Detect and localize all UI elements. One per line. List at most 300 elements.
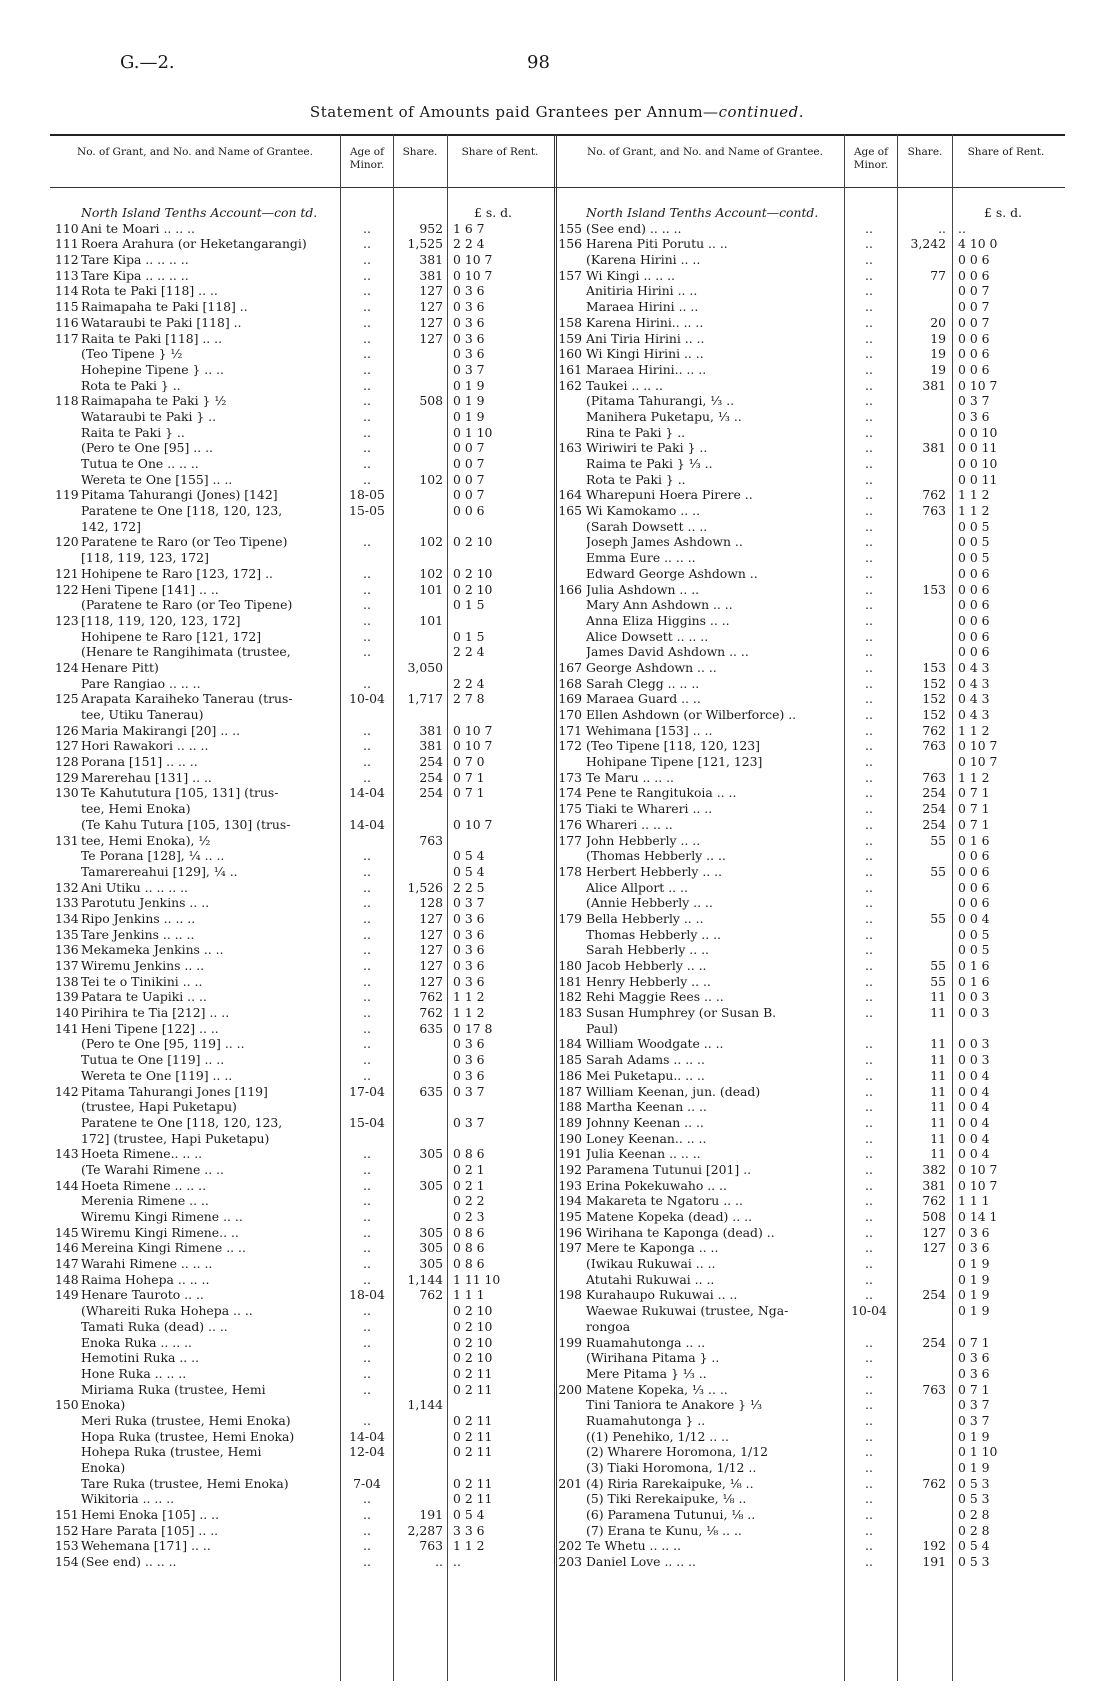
table-row — [558, 582, 1068, 598]
grantee-name: (Sarah Dowsett .. .. — [586, 518, 708, 534]
grantee-name: Wiremu Kingi Rimene.. .. — [81, 1224, 239, 1240]
grantee-name: Ani Tiria Hirini .. .. — [586, 330, 705, 346]
grantee-name: Warahi Rimene .. .. .. — [81, 1256, 213, 1272]
rent-value: 0 0 6 — [958, 330, 990, 346]
grant-number: 201 — [558, 1475, 582, 1491]
title-continued: continued. — [718, 103, 805, 121]
minor-age: .. — [865, 754, 873, 770]
rent-value: 0 7 1 — [453, 769, 485, 785]
grant-number: 129 — [55, 769, 79, 785]
rent-value: £ s. d. — [474, 205, 512, 220]
rent-value: 0 0 7 — [453, 487, 485, 503]
grantee-name: (4) Riria Rarekaipuke, ⅛ .. — [586, 1475, 754, 1491]
table-row — [55, 1193, 550, 1209]
grant-number: 112 — [55, 252, 79, 268]
grantee-name: Raimapaha te Paki [118] .. — [81, 299, 248, 315]
minor-age: .. — [865, 1256, 873, 1272]
minor-age: .. — [363, 1193, 371, 1209]
minor-age: .. — [363, 1209, 371, 1224]
minor-age: .. — [865, 1193, 873, 1209]
table-row — [55, 723, 550, 739]
minor-age: .. — [363, 1240, 371, 1256]
grant-number: 128 — [55, 754, 79, 770]
minor-age: 15-04 — [349, 1114, 385, 1130]
rent-value: 0 3 6 — [958, 1224, 990, 1240]
rent-value: 0 3 6 — [453, 283, 485, 299]
minor-age: .. — [865, 440, 873, 456]
rent-value: 0 0 4 — [958, 1146, 990, 1162]
grantee-name: Raita te Paki } .. — [81, 424, 185, 440]
rent-value: 0 2 11 — [453, 1491, 493, 1507]
table-row — [558, 1131, 1068, 1147]
rent-value: 0 2 10 — [453, 581, 493, 597]
share-value: 55 — [930, 910, 946, 926]
table-row — [558, 1162, 1068, 1178]
table-row — [55, 362, 550, 378]
rent-value: 0 0 10 — [958, 424, 998, 440]
table-row — [55, 283, 550, 299]
rent-value: 0 10 7 — [453, 738, 493, 754]
minor-age: .. — [865, 1381, 873, 1397]
minor-age: .. — [363, 738, 371, 754]
minor-age: .. — [865, 518, 873, 534]
share-value: 3,050 — [407, 659, 443, 675]
minor-age: .. — [363, 989, 371, 1005]
share-value: 127 — [419, 973, 443, 989]
grant-number: 148 — [55, 1271, 79, 1287]
share-value: 254 — [922, 816, 946, 832]
table-row — [558, 770, 1068, 786]
grantee-name: Hohipene te Raro [121, 172] — [81, 628, 262, 644]
grantee-name: Wataraubi te Paki [118] .. — [81, 314, 242, 330]
minor-age: .. — [363, 220, 371, 236]
grantee-name: Arapata Karaiheko Tanerau (trus- — [81, 691, 293, 707]
grant-number: 145 — [55, 1224, 79, 1240]
grantee-name: Marerehau [131] .. .. — [81, 769, 212, 785]
rent-value: 0 3 6 — [453, 1036, 485, 1052]
grant-number: 167 — [558, 659, 582, 675]
table-row — [558, 1036, 1068, 1052]
minor-age: .. — [363, 769, 371, 785]
rent-value: 0 3 6 — [453, 942, 485, 958]
rent-value: 0 5 3 — [958, 1491, 990, 1507]
grant-number: 138 — [55, 973, 79, 989]
grant-number: 173 — [558, 769, 582, 785]
minor-age: .. — [363, 958, 371, 973]
rent-value: 0 7 1 — [453, 785, 485, 801]
table-row — [558, 519, 1068, 535]
table-row — [55, 1303, 550, 1319]
share-value: 192 — [922, 1538, 946, 1554]
grantee-name: Manihera Puketapu, ⅓ .. — [586, 408, 742, 424]
table-row — [558, 299, 1068, 315]
rent-value: 0 1 9 — [453, 377, 485, 393]
grantee-name: Makareta te Ngatoru .. .. — [586, 1193, 743, 1209]
minor-age: .. — [865, 1130, 873, 1146]
rent-value: 0 3 6 — [958, 1350, 990, 1366]
table-row — [55, 707, 550, 723]
minor-age: .. — [865, 361, 873, 377]
rent-value: 0 0 5 — [958, 550, 990, 566]
share-value: 55 — [930, 832, 946, 848]
minor-age: .. — [865, 926, 873, 942]
table-row — [55, 817, 550, 833]
rent-value: 0 2 10 — [453, 1334, 493, 1350]
minor-age: .. — [363, 1146, 371, 1162]
grant-number: 181 — [558, 973, 582, 989]
table-row — [558, 221, 1068, 237]
share-value: 381 — [419, 267, 443, 283]
rent-value: 0 3 7 — [453, 361, 485, 377]
minor-age: .. — [865, 1428, 873, 1444]
page-number: 98 — [527, 52, 550, 73]
grantee-name: Loney Keenan.. .. .. — [586, 1130, 707, 1146]
share-value: 191 — [922, 1554, 946, 1570]
table-row — [55, 1036, 550, 1052]
rent-value: 0 10 7 — [958, 1161, 998, 1177]
grant-number: 160 — [558, 346, 582, 362]
share-value: 762 — [419, 1287, 443, 1303]
grantee-name: (See end) .. .. .. — [81, 1554, 177, 1570]
grantee-name: Matene Kopeka (dead) .. .. — [586, 1209, 753, 1224]
grant-number: 202 — [558, 1538, 582, 1554]
minor-age: .. — [363, 754, 371, 770]
rent-value: 0 0 7 — [958, 283, 990, 299]
grantee-name: Raima Hohepa .. .. .. — [81, 1271, 210, 1287]
minor-age: .. — [363, 267, 371, 283]
grantee-name: John Hebberly .. .. — [586, 832, 701, 848]
rent-value: 0 2 8 — [958, 1507, 990, 1523]
table-row — [558, 1554, 1068, 1570]
table-row — [558, 1225, 1068, 1241]
grantee-name: Tamarereahui [129], ¼ .. — [81, 863, 238, 879]
rent-value: 0 7 1 — [958, 1334, 990, 1350]
grantee-name: Emma Eure .. .. .. — [586, 550, 696, 566]
grantee-name: Wehemana [171] .. .. — [81, 1538, 211, 1554]
grantee-name: (7) Erana te Kunu, ⅛ .. .. — [586, 1522, 742, 1538]
rent-value: 1 1 2 — [958, 769, 990, 785]
grantee-name: Heni Tipene [141] .. .. — [81, 581, 219, 597]
grant-number: 170 — [558, 707, 582, 722]
minor-age: .. — [363, 628, 371, 644]
grant-number: 136 — [55, 942, 79, 958]
rent-value: 2 2 5 — [453, 879, 485, 895]
grantee-name: tee, Hemi Enoka) — [81, 801, 191, 817]
minor-age: .. — [363, 1303, 371, 1319]
grantee-name: Heni Tipene [122] .. .. — [81, 1020, 219, 1036]
grantee-name: (Karena Hirini .. .. — [586, 252, 701, 268]
table-row — [55, 848, 550, 864]
grant-number: 131 — [55, 832, 79, 848]
table-row — [558, 1099, 1068, 1115]
minor-age: .. — [363, 377, 371, 393]
left-header-rent: Share of Rent. — [461, 146, 539, 158]
minor-age: 18-05 — [349, 487, 385, 503]
minor-age: .. — [865, 534, 873, 550]
share-value: 77 — [930, 267, 946, 283]
rent-value: 0 3 7 — [453, 1114, 485, 1130]
minor-age: .. — [363, 722, 371, 738]
table-row — [558, 1005, 1068, 1021]
rent-value: 0 7 1 — [958, 785, 990, 801]
minor-age: .. — [865, 691, 873, 707]
share-value: 55 — [930, 958, 946, 973]
minor-age: .. — [363, 879, 371, 895]
share-value: 381 — [419, 252, 443, 268]
share-value: 191 — [419, 1507, 443, 1523]
rent-value: 0 3 6 — [453, 346, 485, 362]
grantee-name: Tamati Ruka (dead) .. .. — [81, 1318, 228, 1334]
rent-value: 0 7 1 — [958, 1381, 990, 1397]
grant-number: 124 — [55, 659, 79, 675]
table-row — [558, 1287, 1068, 1303]
right-header-age: Age of Minor. — [853, 146, 889, 171]
rent-value: 0 0 6 — [958, 848, 990, 864]
grantee-name: Tare Ruka (trustee, Hemi Enoka) — [81, 1475, 289, 1491]
table-row — [558, 1052, 1068, 1068]
rent-value: 0 10 7 — [958, 754, 998, 770]
grantee-name: Hohipane Tipene [121, 123] — [586, 754, 763, 770]
minor-age: .. — [363, 1350, 371, 1366]
table-row — [558, 252, 1068, 268]
share-value: 254 — [922, 1334, 946, 1350]
minor-age: 12-04 — [349, 1444, 385, 1460]
table-row — [558, 1303, 1068, 1319]
share-value: 127 — [419, 958, 443, 973]
share-value: 152 — [922, 675, 946, 691]
grantee-name: Sarah Hebberly .. .. — [586, 942, 709, 958]
grantee-name: Hopa Ruka (trustee, Hemi Enoka) — [81, 1428, 295, 1444]
grantee-name: Herbert Hebberly .. .. — [586, 863, 723, 879]
minor-age: .. — [363, 1538, 371, 1554]
rent-value: 0 0 11 — [958, 440, 998, 456]
table-row — [558, 378, 1068, 394]
grantee-name: Joseph James Ashdown .. — [586, 534, 743, 550]
rent-value: 0 1 9 — [453, 408, 485, 424]
rent-value: 0 2 10 — [453, 1318, 493, 1334]
grantee-name: tee, Utiku Tanerau) — [81, 707, 204, 722]
grant-number: 150 — [55, 1397, 79, 1413]
grant-number: 172 — [558, 738, 582, 754]
table-row — [55, 503, 550, 519]
minor-age: .. — [363, 283, 371, 299]
grantee-name: Miriama Ruka (trustee, Hemi — [81, 1381, 266, 1397]
rent-value: 0 3 7 — [453, 895, 485, 911]
share-value: 102 — [419, 565, 443, 581]
grantee-name: Hohepa Ruka (trustee, Hemi — [81, 1444, 262, 1460]
rent-value: 0 8 6 — [453, 1256, 485, 1272]
table-row — [55, 1523, 550, 1539]
share-value: 762 — [922, 1193, 946, 1209]
grantee-name: Rota te Paki } .. — [586, 471, 686, 487]
rent-value: 0 0 6 — [958, 628, 990, 644]
grantee-name: Hohipene te Raro [123, 172] .. — [81, 565, 273, 581]
share-value: 11 — [930, 1083, 946, 1099]
grantee-name: Karena Hirini.. .. .. — [586, 314, 704, 330]
grantee-name: (6) Paramena Tutunui, ⅛ .. — [586, 1507, 756, 1523]
table-row — [558, 676, 1068, 692]
left-header-share: Share. — [402, 146, 438, 158]
right-table — [558, 205, 1068, 1570]
table-row — [55, 1005, 550, 1021]
table-row — [558, 974, 1068, 990]
rent-value: 0 3 7 — [453, 1083, 485, 1099]
grant-number: 142 — [55, 1083, 79, 1099]
minor-age: .. — [865, 895, 873, 911]
rent-value: 0 3 6 — [453, 330, 485, 346]
rent-value: 0 1 5 — [453, 628, 485, 644]
grantee-name: Wiremu Kingi Rimene .. .. — [81, 1209, 243, 1224]
rent-value: 0 0 6 — [958, 252, 990, 268]
share-value: 11 — [930, 1005, 946, 1021]
minor-age: .. — [865, 675, 873, 691]
minor-age: .. — [865, 1146, 873, 1162]
minor-age: .. — [363, 565, 371, 581]
minor-age: .. — [865, 1397, 873, 1413]
minor-age: .. — [865, 1444, 873, 1460]
grant-number: 184 — [558, 1036, 582, 1052]
grantee-name: Matene Kopeka, ⅓ .. .. — [586, 1381, 728, 1397]
grant-number: 187 — [558, 1083, 582, 1099]
grant-number: 155 — [558, 220, 582, 236]
table-row — [55, 1538, 550, 1554]
share-value: 127 — [419, 330, 443, 346]
minor-age: .. — [363, 926, 371, 942]
rent-value: 0 2 11 — [453, 1412, 493, 1428]
grantee-name: Parotutu Jenkins .. .. — [81, 895, 210, 911]
rent-value: 2 2 4 — [453, 236, 485, 252]
share-value: 305 — [419, 1177, 443, 1193]
minor-age: .. — [865, 252, 873, 268]
table-row — [55, 456, 550, 472]
grantee-name: Merenia Rimene .. .. — [81, 1193, 209, 1209]
rent-value: 0 5 4 — [453, 848, 485, 864]
right-header-rent: Share of Rent. — [967, 146, 1045, 158]
rent-value: 0 0 5 — [958, 534, 990, 550]
minor-age: .. — [865, 1177, 873, 1193]
grantee-name: Ruamahutonga .. .. — [586, 1334, 706, 1350]
rent-value: 0 2 2 — [453, 1193, 485, 1209]
minor-age: .. — [363, 361, 371, 377]
grantee-name: Wiriwiri te Paki } .. — [586, 440, 708, 456]
rent-value: 0 0 6 — [958, 361, 990, 377]
grantee-name: Pare Rangiao .. .. .. — [81, 675, 201, 691]
minor-age: .. — [865, 314, 873, 330]
minor-age: .. — [865, 1287, 873, 1303]
minor-age: .. — [363, 1224, 371, 1240]
rent-value: 0 5 3 — [958, 1554, 990, 1570]
grantee-name: Tare Kipa .. .. .. .. — [81, 252, 189, 268]
grant-number: 174 — [558, 785, 582, 801]
table-row — [558, 629, 1068, 645]
grantee-name: Kurahaupo Rukuwai .. .. — [586, 1287, 738, 1303]
rent-value: 0 2 10 — [453, 565, 493, 581]
share-value: 11 — [930, 1146, 946, 1162]
table-row — [558, 346, 1068, 362]
rent-value: 0 0 10 — [958, 456, 998, 471]
table-row — [558, 315, 1068, 331]
share-value: 382 — [922, 1161, 946, 1177]
share-value: 127 — [419, 283, 443, 299]
table-row — [55, 378, 550, 394]
table-row — [558, 1084, 1068, 1100]
grantee-name: (Teo Tipene [118, 120, 123] — [586, 738, 760, 754]
share-value: 1,144 — [407, 1271, 443, 1287]
minor-age: .. — [363, 1522, 371, 1538]
minor-age: .. — [363, 1020, 371, 1036]
table-row — [55, 895, 550, 911]
minor-age: .. — [865, 832, 873, 848]
rent-value: 0 1 9 — [958, 1271, 990, 1287]
minor-age: .. — [865, 659, 873, 675]
grantee-name: Bella Hebberly .. .. — [586, 910, 704, 926]
minor-age: .. — [865, 487, 873, 503]
table-row — [558, 989, 1068, 1005]
grant-number: 185 — [558, 1052, 582, 1068]
share-value: .. — [938, 220, 946, 236]
table-row — [55, 236, 550, 252]
table-row — [558, 331, 1068, 347]
share-value: 763 — [419, 1538, 443, 1554]
table-row — [55, 582, 550, 598]
grantee-name: ((1) Penehiko, 1/12 .. .. — [586, 1428, 729, 1444]
grant-number: 190 — [558, 1130, 582, 1146]
table-row — [55, 691, 550, 707]
rent-value: 0 0 7 — [453, 456, 485, 471]
minor-age: .. — [865, 801, 873, 817]
share-value: 763 — [922, 769, 946, 785]
grant-number: 116 — [55, 314, 79, 330]
table-row — [558, 785, 1068, 801]
share-value: 1,717 — [407, 691, 443, 707]
share-value: 11 — [930, 1036, 946, 1052]
grant-number: 166 — [558, 581, 582, 597]
grantee-name: Te Maru .. .. .. — [586, 769, 674, 785]
grant-number: 149 — [55, 1287, 79, 1303]
share-value: 381 — [922, 1177, 946, 1193]
rent-value: 0 2 3 — [453, 1209, 485, 1224]
minor-age: .. — [363, 1507, 371, 1523]
minor-age: .. — [363, 597, 371, 613]
grant-number: 161 — [558, 361, 582, 377]
table-row — [558, 1319, 1068, 1335]
grantee-name: Martha Keenan .. .. — [586, 1099, 707, 1115]
rent-value: 1 1 2 — [958, 722, 990, 738]
share-value: 153 — [922, 659, 946, 675]
minor-age: .. — [865, 299, 873, 315]
share-value: 102 — [419, 471, 443, 487]
table-row — [55, 660, 550, 676]
rent-value: 0 8 6 — [453, 1224, 485, 1240]
minor-age: 14-04 — [349, 1428, 385, 1444]
share-value: 762 — [922, 1475, 946, 1491]
minor-age: .. — [865, 283, 873, 299]
table-row — [55, 299, 550, 315]
rent-value: 0 0 4 — [958, 1130, 990, 1146]
minor-age: .. — [363, 644, 371, 660]
table-row — [55, 597, 550, 613]
minor-age: .. — [363, 910, 371, 926]
minor-age: .. — [363, 314, 371, 330]
table-row — [55, 1084, 550, 1100]
rent-value: 0 1 9 — [958, 1303, 990, 1319]
share-value: 127 — [419, 314, 443, 330]
grantee-name: Mereina Kingi Rimene .. .. — [81, 1240, 246, 1256]
rent-value: 0 0 6 — [958, 879, 990, 895]
table-row — [558, 754, 1068, 770]
table-row — [55, 205, 550, 221]
table-row — [55, 440, 550, 456]
